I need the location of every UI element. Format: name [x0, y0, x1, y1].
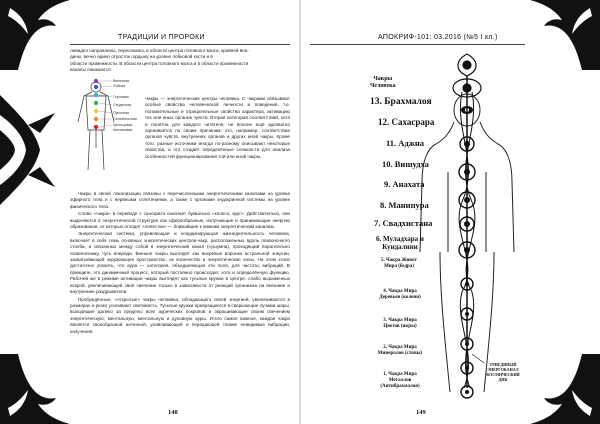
- chakra-label: 8. Манипура: [380, 200, 429, 210]
- right-page: [300, 0, 600, 424]
- ornament-top-left-icon: [0, 0, 70, 70]
- figure-label: Пупочная: [113, 111, 130, 115]
- intro-line: дины, вечно едино отросток гордыну на уровне лобковой кости и в: [70, 54, 213, 60]
- lower-chakra-label: 1. Чакра Мира Металлов (Антибрахмалоя): [380, 372, 420, 389]
- chakra-label: 10. Вишудха: [382, 159, 429, 169]
- lower-chakra-label: 5. Чакра Живот Мира (бедра): [381, 258, 417, 269]
- ornament-bottom-right-icon: [530, 354, 600, 424]
- left-intro-text: [70, 48, 290, 74]
- figure-label: Селезёночная: [113, 117, 137, 121]
- chakra-figure-title: Чакры Человека: [370, 76, 396, 89]
- figure-label: Сердечная: [113, 103, 132, 107]
- figure-label: Венечная: [113, 79, 130, 83]
- right-page-number: 149: [416, 409, 426, 416]
- figure-label: Лобная: [113, 84, 126, 88]
- left-body-text: [70, 191, 290, 336]
- chakra-label: 11. Аджна: [386, 138, 425, 148]
- intro-line: каналы смыкаются.: [70, 67, 112, 73]
- ornament-top-right-icon: [530, 0, 600, 70]
- chakra-label: 12. Сахасрара: [378, 117, 435, 127]
- ornament-bottom-left-icon: [0, 95, 55, 205]
- body-paragraph: Слово «чакра» в переводе с санскрита означает буквально «колесо, круг». Действительно, они выделяются в энергетической структуре как сферообразные, излучающие и принимающие энергию образования, от которых отходят «лепестки» — ближайшие к нижним энергетическим каналам.: [70, 211, 290, 230]
- body-paragraph: Пробуждённые, «открытые» чакры человека, обладающего своей энергией, увеличиваются в размерах и резко усиливают светимость. Тусклые кружки превращаются в сверкающие лучами шары, выходящие далеко за пределы всех аурических покровов и окрашивающие своим свечением энергетическую, ментальную, ментальную и духовную ауры. Итого самое важное, каждая чакра является своеобразной антенной, улавливающей и передающей тонкие невидимые вибрации, излучения.: [70, 296, 290, 334]
- left-header-rule: [70, 44, 290, 45]
- figure-label: Копчиковая: [113, 128, 133, 132]
- channel-pointer-icon: [470, 352, 486, 364]
- intro-line: левидно направлены, пересекаясь в области центра головного мозга, крайней впа-: [70, 48, 249, 53]
- side-paragraph: Чакры — энергетические центры человека. С чакрами связывают особые свойства человеческой личности и поведения, т.е. положительные и отрицательные свойства характера, активацию тех или иных органов чувств. Вторая категория соответствий, хотя и понятна для каждого читателя, не вполне ещё адекватно оценивается по своим причинам: это, например, соответствие органов чувств, внутренних органов и других иной чакры. Кроме того, разные источники иногда по-разному описывают некоторые свойства, и это создаёт определённые сложности для анализа особенностей функционирования той или иной чакры.: [145, 96, 290, 159]
- figure-label: Крестцовая: [113, 123, 133, 127]
- chakra-label: 13. Брахмалоя: [370, 97, 432, 107]
- left-side-paragraph: [145, 96, 290, 161]
- energy-channel-label: ТРИЕДИНЫЙ ЭНЕРГОКАНАЛ КОСМИЧЕСКИЙ ДНК: [486, 362, 520, 382]
- right-header-rule: [310, 44, 525, 45]
- lower-chakra-label: 3. Чакра Мира Цветов (икры): [383, 318, 417, 329]
- right-running-header: АПОКРИФ-101: 03.2016 (№5 I кл.): [378, 34, 498, 41]
- figure-label: Горловая: [113, 95, 129, 99]
- human-chakra-figure: [72, 78, 133, 176]
- chakra-label: 6. Муладхара и Кундалини: [376, 235, 424, 251]
- body-paragraph: Энергетическая система, управляющая и координирующая жизнедеятельность человека, включает в себя семь основных энергетических центров-чакр, расположенных вдоль позвоночного столба, и связанных между собой в энергетический канал (сушумна), проходящий параллельно позвоночнику, чуть впереди. Внешне чакры выглядят как вихревые воронки астральной энергии, захватывающей окружающее пространство, их количество и энергетические силы. На этом этапе достаточно усвоить, что аура — категория, объединяющая эти поля, для частоты вибраций. В принципе, это динамичный процесс, который постоянно происходит, хотя и определённую функцию. Рабочей же в режиме активации чакры выглядят как тусклые кружки в центре, слабо выраженных искрой, увеличивающей своё свечение только в зависимости от реакций организма на внешние и внутренние раздражители.: [70, 231, 290, 295]
- lower-chakra-label: 2. Чакра Мира Минералов (стопы): [377, 345, 423, 356]
- lower-chakra-label: 4. Чакра Мира Деревьев (колени): [379, 289, 421, 300]
- left-running-header: ТРАДИЦИИ И ПРОРОКИ: [118, 34, 205, 41]
- ornament-bottom-left-corner-icon: [0, 354, 70, 424]
- left-page-number: 148: [168, 409, 178, 416]
- chakra-label: 9. Анахата: [384, 179, 425, 189]
- body-paragraph: Чакры в своей локализации связаны с перечисленными энергетическими каналами на уровне эфирного тела и с нервными сплетениями, а также с органами эндокринной системы на уровне физического тела.: [70, 191, 290, 209]
- intro-line: области промежности. В области центра головного мозга и в области промежности: [70, 60, 249, 66]
- chakra-label: 7. Свадхистана: [374, 218, 433, 228]
